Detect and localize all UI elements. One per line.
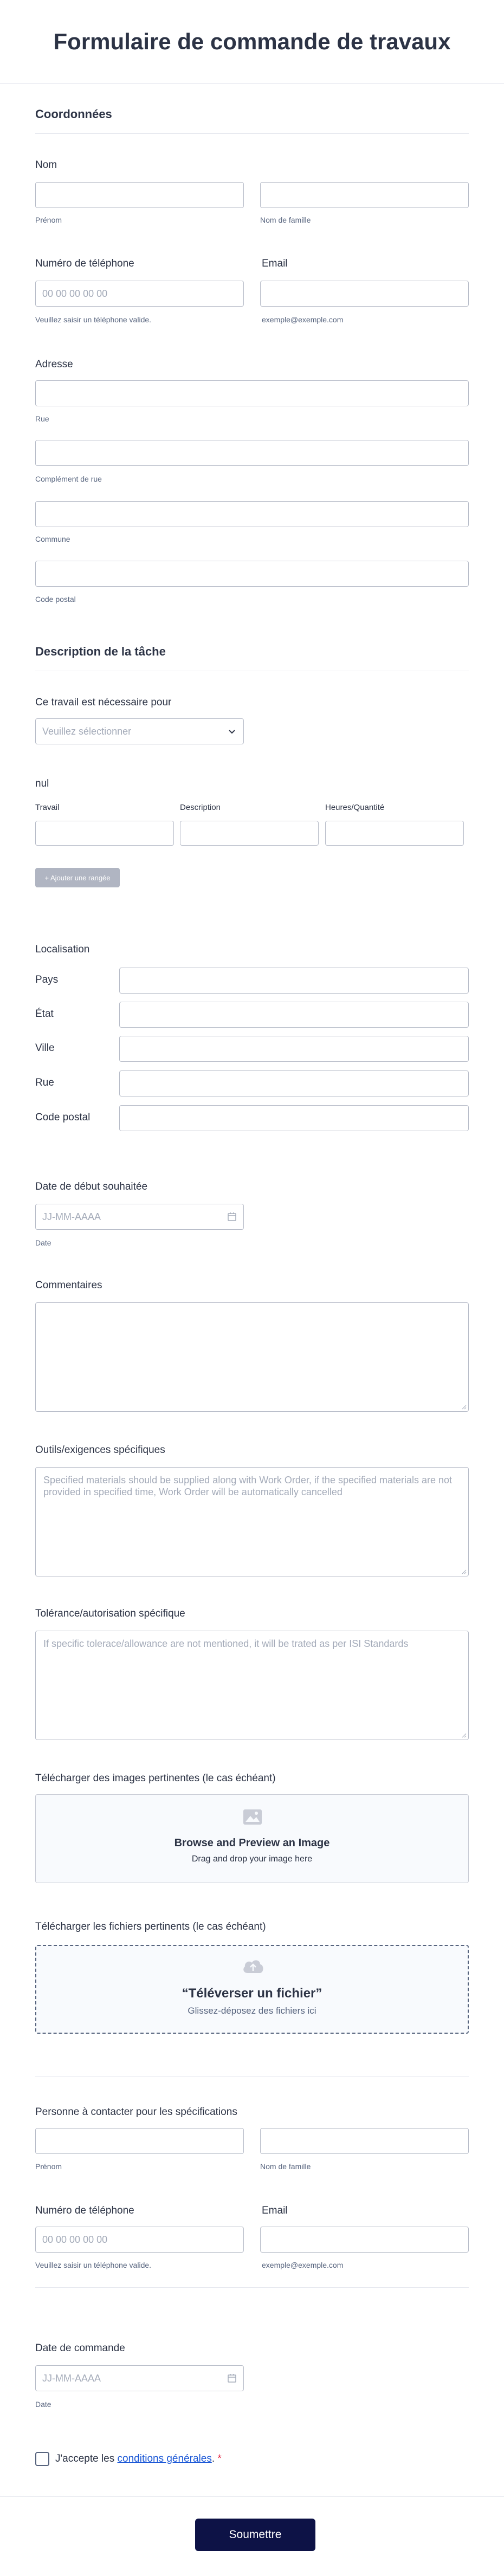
table-cell-description[interactable]: [180, 821, 319, 846]
section-divider: [35, 2287, 469, 2288]
postal-code-sublabel: Code postal: [35, 595, 76, 604]
date-debut-placeholder: JJ-MM-AAAA: [42, 1211, 101, 1222]
phone-sublabel: Veuillez saisir un téléphone valide.: [35, 315, 152, 324]
contact-last-name-sublabel: Nom de famille: [260, 2162, 311, 2171]
city-sublabel: Commune: [35, 535, 70, 543]
section-divider: [35, 2076, 469, 2077]
contact-phone-input[interactable]: [35, 2227, 244, 2253]
town-input[interactable]: [119, 1036, 469, 1062]
phone-input[interactable]: [35, 281, 244, 307]
commande-date-sublabel: Date: [35, 2400, 51, 2409]
image-upload-title: Browse and Preview an Image: [174, 1837, 330, 1849]
resize-handle-icon[interactable]: [461, 1569, 467, 1574]
email-sublabel: exemple@exemple.com: [262, 315, 344, 324]
footer-divider: [0, 2496, 504, 2497]
terms-checkbox[interactable]: [35, 2452, 49, 2466]
cloud-upload-icon: [241, 1957, 265, 1975]
terms-suffix: .: [211, 2453, 215, 2464]
necessaire-select[interactable]: [35, 718, 244, 744]
date-debut-sublabel: Date: [35, 1238, 51, 1247]
commande-date-placeholder: JJ-MM-AAAA: [42, 2373, 101, 2384]
commentaires-textarea[interactable]: [35, 1302, 469, 1412]
terms-prefix: J'accepte les: [55, 2453, 118, 2464]
localisation-field-label: Pays: [35, 974, 59, 985]
nom-label: Nom: [35, 159, 57, 171]
necessaire-label: Ce travail est nécessaire pour: [35, 697, 172, 708]
contact-last-name-input[interactable]: [260, 2128, 469, 2154]
localisation-field-label: État: [35, 1008, 54, 1020]
outils-label: Outils/exigences spécifiques: [35, 1444, 165, 1456]
form-header: [0, 0, 504, 84]
phone-label: Numéro de téléphone: [35, 258, 134, 269]
contact-label: Personne à contacter pour les spécifications: [35, 2106, 237, 2118]
image-upload-sub: Drag and drop your image here: [191, 1854, 313, 1864]
email-label: Email: [262, 258, 288, 269]
section-title-description: Description de la tâche: [35, 645, 166, 658]
localisation-label: Localisation: [35, 944, 90, 955]
loc-street-input[interactable]: [119, 1070, 469, 1096]
resize-handle-icon[interactable]: [461, 1404, 467, 1410]
file-upload-sub: Glissez-déposez des fichiers ici: [188, 2006, 316, 2016]
contact-email-input[interactable]: [260, 2227, 469, 2253]
street-input[interactable]: [35, 380, 469, 406]
city-input[interactable]: [35, 501, 469, 527]
outils-textarea[interactable]: [35, 1467, 469, 1576]
street-complement-sublabel: Complément de rue: [35, 475, 102, 483]
table-cell-travail[interactable]: [35, 821, 174, 846]
commentaires-label: Commentaires: [35, 1280, 102, 1291]
calendar-icon[interactable]: [227, 1212, 237, 1222]
first-name-sublabel: Prénom: [35, 216, 62, 224]
necessaire-placeholder: Veuillez sélectionner: [42, 726, 132, 737]
fichiers-label: Télécharger les fichiers pertinents (le cas échéant): [35, 1921, 266, 1932]
section-title-coordonnees: Coordonnées: [35, 107, 112, 121]
column-description: Description: [180, 803, 221, 812]
localisation-field-label: Rue: [35, 1077, 54, 1088]
chevron-down-icon: [227, 726, 237, 736]
table-cell-heures[interactable]: [325, 821, 464, 846]
last-name-input[interactable]: [260, 182, 469, 208]
last-name-sublabel: Nom de famille: [260, 216, 311, 224]
contact-phone-sublabel: Veuillez saisir un téléphone valide.: [35, 2261, 152, 2269]
terms-label: [55, 2453, 222, 2465]
tolerance-label: Tolérance/autorisation spécifique: [35, 1608, 185, 1619]
tolerance-textarea[interactable]: [35, 1631, 469, 1740]
contact-email-sublabel: exemple@exemple.com: [262, 2261, 344, 2269]
images-label: Télécharger des images pertinentes (le cas échéant): [35, 1773, 276, 1784]
street-complement-input[interactable]: [35, 440, 469, 466]
commande-date-input[interactable]: [35, 2365, 244, 2391]
calendar-icon[interactable]: [227, 2373, 237, 2383]
state-input[interactable]: [119, 1002, 469, 1028]
commande-label: Date de commande: [35, 2343, 125, 2354]
contact-phone-placeholder: 00 00 00 00 00: [42, 2234, 108, 2245]
form-title: Formulaire de commande de travaux: [53, 29, 451, 54]
required-marker: *: [217, 2453, 222, 2464]
file-upload-zone[interactable]: [35, 1945, 469, 2034]
submit-button[interactable]: Soumettre: [195, 2519, 315, 2551]
table-label: nul: [35, 778, 49, 789]
street-sublabel: Rue: [35, 414, 49, 423]
localisation-field-label: Code postal: [35, 1112, 91, 1123]
date-debut-label: Date de début souhaitée: [35, 1181, 148, 1192]
section-divider: [35, 133, 469, 134]
tolerance-placeholder: If specific tolerace/allowance are not mentioned, it will be trated as per ISI Standards: [43, 1638, 409, 1649]
contact-phone-label: Numéro de téléphone: [35, 2205, 134, 2216]
email-input[interactable]: [260, 281, 469, 307]
contact-first-name-sublabel: Prénom: [35, 2162, 62, 2171]
first-name-input[interactable]: [35, 182, 244, 208]
image-upload-zone[interactable]: [35, 1794, 469, 1883]
phone-placeholder: 00 00 00 00 00: [42, 288, 108, 299]
localisation-field-label: Ville: [35, 1042, 55, 1054]
file-upload-title: “Téléverser un fichier”: [182, 1986, 322, 2001]
image-icon: [243, 1809, 262, 1825]
country-input[interactable]: [119, 968, 469, 994]
loc-postal-input[interactable]: [119, 1105, 469, 1131]
outils-placeholder: Specified materials should be supplied along with Work Order, if the specified materials are not provided in specified time, Work Order will be automatically cancelled: [43, 1475, 453, 1497]
contact-first-name-input[interactable]: [35, 2128, 244, 2154]
terms-link[interactable]: conditions générales: [117, 2453, 212, 2464]
contact-email-label: Email: [262, 2205, 288, 2216]
postal-code-input[interactable]: [35, 561, 469, 587]
adresse-label: Adresse: [35, 359, 73, 370]
column-travail: Travail: [35, 803, 60, 812]
add-row-button[interactable]: + Ajouter une rangée: [35, 868, 120, 887]
resize-handle-icon[interactable]: [461, 1733, 467, 1738]
column-heures: Heures/Quantité: [325, 803, 385, 812]
date-debut-input[interactable]: [35, 1204, 244, 1230]
